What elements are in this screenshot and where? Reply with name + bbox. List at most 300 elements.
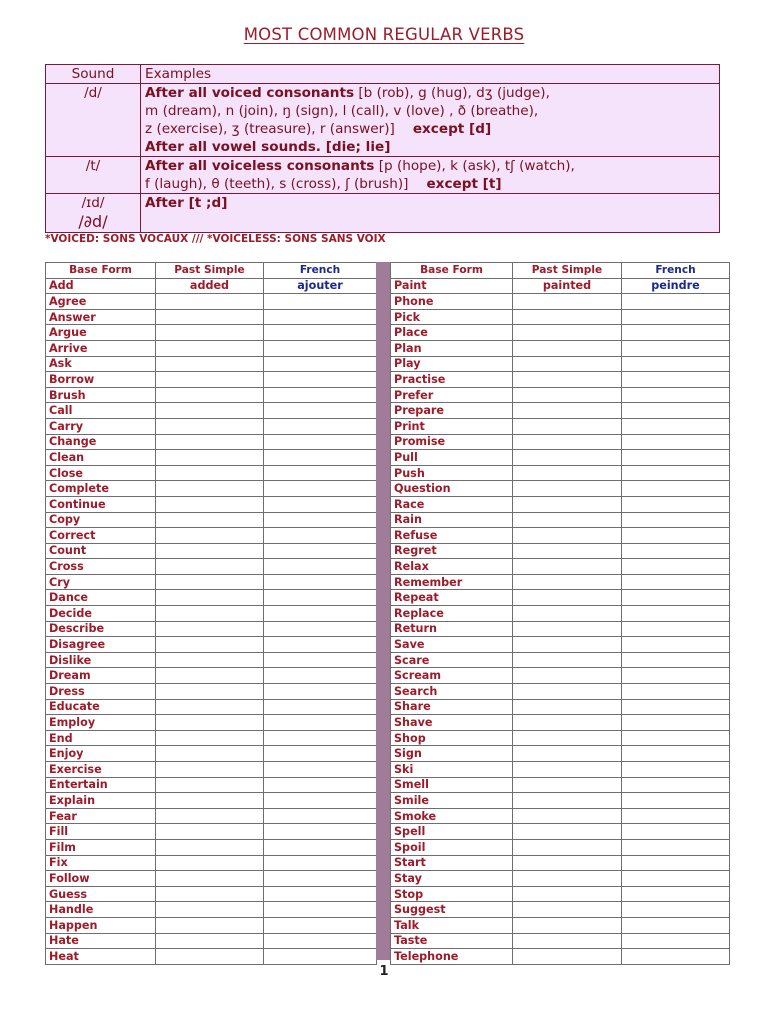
table-row — [391, 715, 730, 731]
base-form-cell: Rain — [391, 512, 513, 528]
base-form-cell: Relax — [391, 559, 513, 575]
french-cell[interactable] — [264, 777, 377, 793]
french-cell[interactable] — [264, 824, 377, 840]
base-form-cell: Prefer — [391, 387, 513, 403]
french-cell[interactable] — [622, 481, 730, 497]
table-row — [46, 340, 377, 356]
table-row — [391, 278, 730, 294]
french-cell[interactable] — [264, 762, 377, 778]
table-row — [391, 668, 730, 684]
base-form-cell: Cross — [46, 559, 156, 575]
table-row — [46, 278, 377, 294]
table-row — [391, 824, 730, 840]
past-simple-cell[interactable] — [513, 543, 622, 559]
french-cell[interactable] — [622, 590, 730, 606]
french-cell[interactable] — [622, 933, 730, 949]
rule-d-lead: After all voiced consonants — [145, 85, 355, 101]
rule-t-except: except [t] — [426, 176, 502, 192]
past-simple-cell[interactable] — [156, 684, 264, 700]
past-simple-cell[interactable] — [513, 496, 622, 512]
french-cell[interactable] — [622, 325, 730, 341]
past-simple-cell[interactable] — [513, 917, 622, 933]
rule-t-line2-text: f (laugh), θ (teeth), s (cross), ʃ (brush)] — [145, 176, 409, 192]
past-simple-cell[interactable] — [156, 496, 264, 512]
french-cell[interactable] — [264, 684, 377, 700]
past-simple-cell[interactable] — [513, 590, 622, 606]
past-simple-cell[interactable] — [156, 652, 264, 668]
past-simple-cell[interactable] — [513, 855, 622, 871]
french-header: French — [264, 263, 377, 279]
base-form-cell: Borrow — [46, 372, 156, 388]
sound-id-label: /ɪd/ — [81, 195, 105, 211]
sound-d — [46, 84, 141, 157]
past-simple-cell[interactable] — [156, 528, 264, 544]
table-row — [46, 746, 377, 762]
column-divider — [376, 262, 390, 960]
french-cell[interactable] — [264, 699, 377, 715]
base-form-cell: Fear — [46, 808, 156, 824]
past-simple-cell[interactable] — [513, 808, 622, 824]
base-form-cell: Exercise — [46, 762, 156, 778]
past-simple-cell[interactable] — [513, 886, 622, 902]
french-cell[interactable] — [622, 372, 730, 388]
table-row — [391, 699, 730, 715]
french-cell[interactable] — [622, 309, 730, 325]
french-cell[interactable] — [622, 559, 730, 575]
french-cell[interactable] — [264, 668, 377, 684]
past-simple-cell[interactable] — [513, 356, 622, 372]
french-cell[interactable] — [264, 590, 377, 606]
past-simple-cell[interactable] — [156, 294, 264, 310]
sound-t-label: /t/ — [85, 158, 101, 174]
base-form-cell: Ask — [46, 356, 156, 372]
base-form-cell: Correct — [46, 528, 156, 544]
base-form-cell: Taste — [391, 933, 513, 949]
french-cell[interactable] — [622, 855, 730, 871]
french-header: French — [622, 263, 730, 279]
past-simple-cell[interactable] — [156, 855, 264, 871]
table-row — [391, 340, 730, 356]
table-row — [391, 871, 730, 887]
french-cell[interactable] — [622, 340, 730, 356]
table-row — [46, 465, 377, 481]
french-cell[interactable] — [264, 481, 377, 497]
rule-t-line1 — [145, 157, 715, 175]
past-simple-cell[interactable]: added — [156, 278, 264, 294]
french-cell[interactable] — [622, 637, 730, 653]
past-simple-cell[interactable] — [513, 902, 622, 918]
table-row — [46, 403, 377, 419]
base-form-cell: Refuse — [391, 528, 513, 544]
base-form-cell: Save — [391, 637, 513, 653]
french-cell[interactable] — [264, 652, 377, 668]
french-cell[interactable] — [622, 808, 730, 824]
past-simple-cell[interactable] — [156, 808, 264, 824]
base-form-cell: Smile — [391, 793, 513, 809]
table-row — [391, 684, 730, 700]
french-cell[interactable] — [622, 356, 730, 372]
base-form-cell: Search — [391, 684, 513, 700]
french-cell[interactable] — [264, 606, 377, 622]
past-simple-cell[interactable] — [156, 590, 264, 606]
base-form-cell: Race — [391, 496, 513, 512]
french-cell[interactable] — [622, 294, 730, 310]
base-form-cell: Enjoy — [46, 746, 156, 762]
french-cell[interactable] — [264, 949, 377, 965]
past-simple-cell[interactable] — [513, 325, 622, 341]
past-simple-cell[interactable] — [513, 684, 622, 700]
base-form-cell: Smell — [391, 777, 513, 793]
past-simple-cell[interactable] — [513, 793, 622, 809]
table-row — [46, 793, 377, 809]
past-simple-cell[interactable] — [156, 309, 264, 325]
past-simple-cell[interactable] — [156, 574, 264, 590]
french-cell[interactable] — [264, 886, 377, 902]
table-row — [46, 871, 377, 887]
past-simple-cell[interactable] — [156, 340, 264, 356]
past-simple-cell[interactable] — [513, 715, 622, 731]
french-cell[interactable] — [264, 356, 377, 372]
french-cell[interactable] — [622, 886, 730, 902]
past-simple-cell[interactable] — [513, 418, 622, 434]
table-row — [391, 387, 730, 403]
table-row — [46, 434, 377, 450]
past-simple-cell[interactable] — [513, 465, 622, 481]
french-cell[interactable] — [264, 730, 377, 746]
past-simple-cell[interactable] — [156, 559, 264, 575]
rule-d-line3-text: z (exercise), ʒ (treasure), r (answer)] — [145, 121, 395, 137]
table-row — [391, 637, 730, 653]
french-cell[interactable] — [622, 418, 730, 434]
base-form-cell: Share — [391, 699, 513, 715]
table-row — [391, 325, 730, 341]
past-simple-cell[interactable] — [513, 309, 622, 325]
french-cell[interactable] — [622, 512, 730, 528]
past-simple-cell[interactable] — [156, 886, 264, 902]
table-row — [46, 668, 377, 684]
sound-header: Sound — [46, 65, 141, 84]
french-cell[interactable] — [264, 855, 377, 871]
french-cell[interactable] — [264, 715, 377, 731]
french-cell[interactable] — [264, 309, 377, 325]
french-cell[interactable] — [264, 528, 377, 544]
past-simple-cell[interactable] — [513, 387, 622, 403]
french-cell[interactable] — [264, 543, 377, 559]
past-simple-cell[interactable] — [513, 340, 622, 356]
base-form-header: Base Form — [46, 263, 156, 279]
table-row — [391, 372, 730, 388]
french-cell[interactable] — [264, 512, 377, 528]
french-cell[interactable] — [622, 652, 730, 668]
past-simple-cell[interactable] — [156, 543, 264, 559]
past-simple-cell[interactable] — [513, 699, 622, 715]
french-cell[interactable] — [622, 902, 730, 918]
french-cell[interactable] — [264, 325, 377, 341]
table-row — [46, 481, 377, 497]
past-simple-cell[interactable] — [513, 824, 622, 840]
past-simple-cell[interactable] — [156, 902, 264, 918]
french-cell[interactable] — [264, 637, 377, 653]
table-row — [46, 699, 377, 715]
table-row — [391, 793, 730, 809]
french-cell[interactable] — [622, 621, 730, 637]
table-row — [391, 574, 730, 590]
base-form-cell: Add — [46, 278, 156, 294]
past-simple-cell[interactable] — [156, 621, 264, 637]
rule-t-line2 — [145, 175, 715, 193]
table-row — [46, 418, 377, 434]
rule-d-line1 — [145, 84, 715, 102]
past-simple-cell[interactable] — [156, 512, 264, 528]
past-simple-cell[interactable] — [513, 668, 622, 684]
past-simple-cell[interactable] — [156, 777, 264, 793]
rules-header-row — [46, 65, 720, 84]
french-cell[interactable] — [264, 839, 377, 855]
past-simple-cell[interactable] — [156, 871, 264, 887]
past-simple-cell[interactable] — [513, 621, 622, 637]
table-row — [391, 496, 730, 512]
past-simple-cell[interactable] — [156, 481, 264, 497]
french-cell[interactable] — [264, 294, 377, 310]
past-simple-cell[interactable] — [156, 949, 264, 965]
base-form-cell: Hate — [46, 933, 156, 949]
past-simple-cell[interactable] — [513, 949, 622, 965]
past-simple-cell[interactable] — [156, 793, 264, 809]
table-row — [46, 902, 377, 918]
table-row — [391, 465, 730, 481]
base-form-cell: Explain — [46, 793, 156, 809]
base-form-header: Base Form — [391, 263, 513, 279]
past-simple-cell[interactable] — [156, 715, 264, 731]
base-form-cell: Dance — [46, 590, 156, 606]
table-row — [46, 309, 377, 325]
table-row — [46, 730, 377, 746]
rule-id-examples — [141, 194, 720, 233]
rule-d-line2: m (dream), n (join), ŋ (sign), l (call), v (love) , ð (breathe), — [145, 103, 539, 119]
past-simple-cell[interactable]: painted — [513, 278, 622, 294]
french-cell[interactable] — [622, 684, 730, 700]
french-cell[interactable] — [622, 777, 730, 793]
past-simple-cell[interactable] — [156, 839, 264, 855]
french-cell[interactable] — [622, 746, 730, 762]
past-simple-cell[interactable] — [156, 917, 264, 933]
french-cell[interactable] — [622, 528, 730, 544]
past-simple-cell[interactable] — [513, 762, 622, 778]
past-simple-cell[interactable] — [513, 450, 622, 466]
past-simple-cell[interactable] — [513, 372, 622, 388]
base-form-cell: Promise — [391, 434, 513, 450]
past-simple-cell[interactable] — [513, 746, 622, 762]
french-cell[interactable] — [622, 496, 730, 512]
base-form-cell: Practise — [391, 372, 513, 388]
french-cell[interactable] — [622, 871, 730, 887]
past-simple-cell[interactable] — [513, 839, 622, 855]
past-simple-cell[interactable] — [156, 465, 264, 481]
french-cell[interactable] — [264, 372, 377, 388]
past-simple-cell[interactable] — [513, 294, 622, 310]
french-cell[interactable] — [622, 699, 730, 715]
past-simple-cell[interactable] — [156, 699, 264, 715]
french-cell[interactable] — [622, 839, 730, 855]
french-cell[interactable] — [622, 434, 730, 450]
french-cell[interactable] — [622, 824, 730, 840]
past-simple-cell[interactable] — [156, 668, 264, 684]
past-simple-cell[interactable] — [156, 762, 264, 778]
past-simple-cell[interactable] — [513, 528, 622, 544]
table-row — [46, 637, 377, 653]
french-cell[interactable] — [622, 403, 730, 419]
base-form-cell: Brush — [46, 387, 156, 403]
base-form-cell: Pull — [391, 450, 513, 466]
base-form-cell: Replace — [391, 606, 513, 622]
table-row — [46, 559, 377, 575]
french-cell[interactable] — [264, 746, 377, 762]
voiced-voiceless-note: *VOICED: SONS VOCAUX /// *VOICELESS: SONS SANS VOIX — [45, 233, 386, 245]
past-simple-cell[interactable] — [513, 730, 622, 746]
base-form-cell: Entertain — [46, 777, 156, 793]
sound-t — [46, 157, 141, 194]
table-row — [391, 434, 730, 450]
sound-rules-table — [45, 64, 720, 233]
base-form-cell: Stay — [391, 871, 513, 887]
past-simple-cell[interactable] — [513, 574, 622, 590]
past-simple-cell[interactable] — [513, 933, 622, 949]
french-cell[interactable] — [622, 387, 730, 403]
past-simple-cell[interactable] — [156, 403, 264, 419]
french-cell[interactable] — [622, 450, 730, 466]
table-row — [46, 387, 377, 403]
past-simple-cell[interactable] — [156, 637, 264, 653]
french-cell[interactable] — [622, 668, 730, 684]
table-row — [391, 356, 730, 372]
base-form-cell: Describe — [46, 621, 156, 637]
french-cell[interactable] — [264, 434, 377, 450]
french-cell[interactable] — [264, 418, 377, 434]
base-form-cell: Paint — [391, 278, 513, 294]
french-cell[interactable] — [622, 730, 730, 746]
past-simple-cell[interactable] — [513, 777, 622, 793]
past-simple-cell[interactable] — [513, 871, 622, 887]
past-simple-cell[interactable] — [513, 652, 622, 668]
table-row — [46, 450, 377, 466]
french-cell[interactable] — [622, 574, 730, 590]
past-simple-cell[interactable] — [513, 559, 622, 575]
past-simple-cell[interactable] — [156, 933, 264, 949]
base-form-cell: Arrive — [46, 340, 156, 356]
french-cell[interactable]: peindre — [622, 278, 730, 294]
sound-d-label: /d/ — [84, 85, 102, 101]
past-simple-cell[interactable] — [156, 387, 264, 403]
table-row — [391, 512, 730, 528]
base-form-cell: Spell — [391, 824, 513, 840]
french-cell[interactable] — [264, 621, 377, 637]
french-cell[interactable] — [622, 465, 730, 481]
french-cell[interactable] — [264, 933, 377, 949]
french-cell[interactable] — [264, 559, 377, 575]
table-row — [391, 917, 730, 933]
base-form-cell: End — [46, 730, 156, 746]
past-simple-cell[interactable] — [513, 403, 622, 419]
past-simple-cell[interactable] — [156, 434, 264, 450]
french-cell[interactable] — [264, 871, 377, 887]
french-cell[interactable] — [264, 902, 377, 918]
table-row — [391, 949, 730, 965]
table-row — [391, 730, 730, 746]
french-cell[interactable] — [622, 949, 730, 965]
base-form-cell: Return — [391, 621, 513, 637]
base-form-cell: Clean — [46, 450, 156, 466]
french-cell[interactable]: ajouter — [264, 278, 377, 294]
french-cell[interactable] — [264, 465, 377, 481]
rule-d-line1-text: [b (rob), g (hug), dʒ (judge), — [354, 85, 550, 101]
past-simple-cell[interactable] — [513, 434, 622, 450]
past-simple-cell[interactable] — [513, 606, 622, 622]
table-row — [46, 652, 377, 668]
past-simple-cell[interactable] — [156, 824, 264, 840]
french-cell[interactable] — [264, 574, 377, 590]
base-form-cell: Fix — [46, 855, 156, 871]
table-row — [46, 372, 377, 388]
past-simple-cell[interactable] — [156, 372, 264, 388]
french-cell[interactable] — [622, 917, 730, 933]
base-form-cell: Dress — [46, 684, 156, 700]
table-row — [46, 606, 377, 622]
base-form-cell: Follow — [46, 871, 156, 887]
french-cell[interactable] — [264, 403, 377, 419]
base-form-cell: Telephone — [391, 949, 513, 965]
base-form-cell: Push — [391, 465, 513, 481]
past-simple-cell[interactable] — [513, 481, 622, 497]
french-cell[interactable] — [264, 340, 377, 356]
rule-t-line1-text: [p (hope), k (ask), tʃ (watch), — [374, 158, 575, 174]
past-simple-cell[interactable] — [156, 418, 264, 434]
french-cell[interactable] — [264, 793, 377, 809]
table-row — [46, 917, 377, 933]
french-cell[interactable] — [264, 496, 377, 512]
base-form-cell: Dislike — [46, 652, 156, 668]
base-form-cell: Pick — [391, 309, 513, 325]
base-form-cell: Spoil — [391, 839, 513, 855]
past-simple-cell[interactable] — [156, 746, 264, 762]
table-row — [46, 949, 377, 965]
rule-d-line4: After all vowel sounds. [die; lie] — [145, 139, 391, 155]
past-simple-cell[interactable] — [156, 325, 264, 341]
table-row — [391, 294, 730, 310]
french-cell[interactable] — [622, 715, 730, 731]
past-simple-cell[interactable] — [156, 356, 264, 372]
base-form-cell: Question — [391, 481, 513, 497]
verbs-left-header-row — [46, 263, 377, 279]
past-simple-cell[interactable] — [156, 730, 264, 746]
french-cell[interactable] — [264, 917, 377, 933]
table-row — [391, 621, 730, 637]
table-row — [391, 839, 730, 855]
table-row — [391, 450, 730, 466]
base-form-cell: Cry — [46, 574, 156, 590]
base-form-cell: Copy — [46, 512, 156, 528]
past-simple-cell[interactable] — [156, 450, 264, 466]
french-cell[interactable] — [622, 543, 730, 559]
french-cell[interactable] — [264, 450, 377, 466]
past-simple-cell[interactable] — [156, 606, 264, 622]
past-simple-cell[interactable] — [513, 512, 622, 528]
french-cell[interactable] — [622, 793, 730, 809]
french-cell[interactable] — [622, 762, 730, 778]
french-cell[interactable] — [264, 808, 377, 824]
french-cell[interactable] — [622, 606, 730, 622]
french-cell[interactable] — [264, 387, 377, 403]
past-simple-cell[interactable] — [513, 637, 622, 653]
